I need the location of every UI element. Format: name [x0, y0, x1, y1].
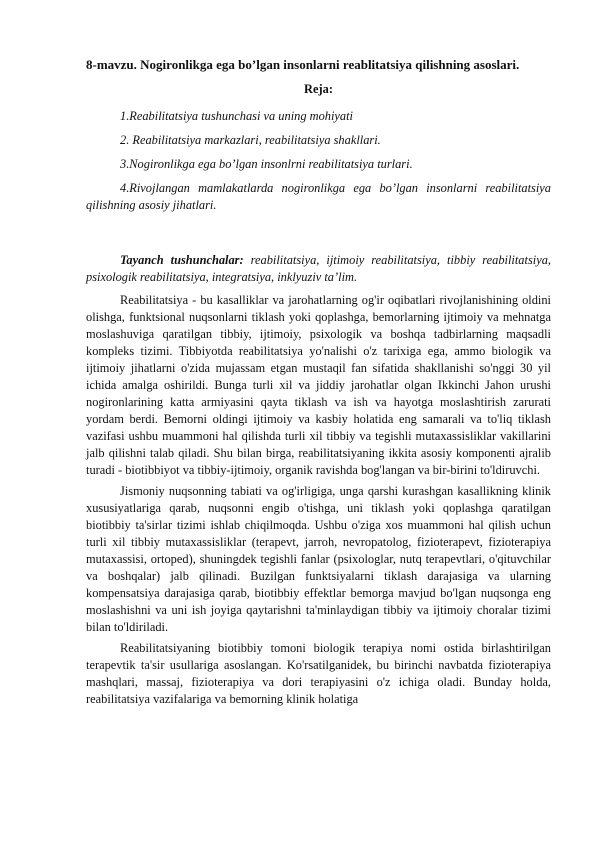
plan-item-4: 4.Rivojlangan mamlakatlarda nogironlikga ega bo’lgan insonlarni reabilitatsiya qilishning asosiy jihatlari. [86, 181, 551, 212]
plan-heading: Reja: [304, 82, 333, 96]
paragraph-3: Reabilitatsiyaning biotibbiy tomoni biologik terapiya nomi ostida birlashtirilgan terapevtik ta'sir usullariga asoslangan. Ko'rsatilganidek, bu birinchi navbatda fizioterapiya mashqlari, massaj, fizioterapiya va dori terapiyasini o'z ichiga oladi. Bunday holda, reabilitatsiya vazifalariga va bemorning klinik holatiga [86, 641, 551, 706]
plan-item-2: 2. Reabilitatsiya markazlari, reabilitatsiya shakllari. [120, 133, 381, 147]
keywords-text: reabilitatsiya, ijtimoiy reabilitatsiya, tibbiy reabilitatsiya, psixologik reabilitatsiya, integratsiya, inklyuziv ta’lim. [86, 253, 552, 284]
paragraph-1: Reabilitatsiya - bu kasalliklar va jarohatlarning og'ir oqibatlari rivojlanishining oldini olishga, funktsional nuqsonlarni tiklash yoki qoplashga, bemorlarning ijtimoiy va mehnatga moslashuviga qaratilgan tibbiy, ijtimoiy, psixologik va boshqa tadbirlarning maqsadli kompleks tizimi. Tibbiyotda reabilitatsiya yo'nalishi o'z tarixiga ega, ammo biologik va ijtimoiy jihatlarni o'zida mujassam etgan mustaqil fan sifatida shakllanishi so'nggi 30 yil ichida amalga oshirildi. Bunga turli xil va jiddiy jarohatlar olgan Ikkinchi Jahon urushi nogironlarining katta armiyasini qayta tiklash va ish va hayotga moslashtirish zarurati yordam berdi. Bemorni oldingi ijtimoiy va kasbiy holatida eng samarali va to'liq tiklash vazifasi ushbu muammoni hal qilishda turli xil tibbiy va tegishli mutaxassisliklar vakillarini jalb qilishni talab qiladi. Shu bilan birga, reabilitatsiyaning ikkita asosiy komponenti ajralib turadi - biotibbiyot va tibbiy-ijtimoiy, organik ravishda bog'langan va bir-birini to'ldiruvchi. [86, 293, 551, 477]
paragraph-2: Jismoniy nuqsonning tabiati va og'irligiga, unga qarshi kurashgan kasallikning klinik xususiyatlariga qarab, nuqsonni engib o'tishga, uni tiklash yoki qoplashga qaratilgan biotibbiy ta'sirlar tizimi ishlab chiqilmoqda. Ushbu o'ziga xos muammoni hal qilish uchun turli xil tibbiy mutaxassisliklar (terapevt, jarroh, nevropatolog, fizioterapevt, fizioterapiya mutaxassisi, ortoped), shuningdek tegishli fanlar (psixologlar, nutq terapevtlari, o'qituvchilar va boshqalar) jalb qilinadi. Buzilgan funktsiyalarni tiklash darajasiga va ularning kompensatsiya darajasiga qarab, biotibbiy effektlar bemorga mavjud bo'lgan nuqsonga eng moslashishni va uni ish joyiga qaytarishni ta'minlaydigan tibbiy va ijtimoiy choralar tizimi bilan to'ldiriladi. [86, 484, 551, 634]
keywords-label: Tayanch tushunchalar: [120, 253, 244, 267]
plan-item-3: 3.Nogironlikga ega bo’lgan insonlrni reabilitatsiya turlari. [120, 157, 413, 171]
spacer [86, 221, 551, 238]
keywords-paragraph [86, 252, 551, 286]
document-page [86, 52, 551, 712]
lecture-title: 8-mavzu. Nogironlikga ega bo’lgan insonlarni reablitatsiya qilishning asoslari. [86, 57, 520, 72]
plan-item-1: 1.Reabilitatsiya tushunchasi va uning mohiyati [120, 109, 353, 123]
